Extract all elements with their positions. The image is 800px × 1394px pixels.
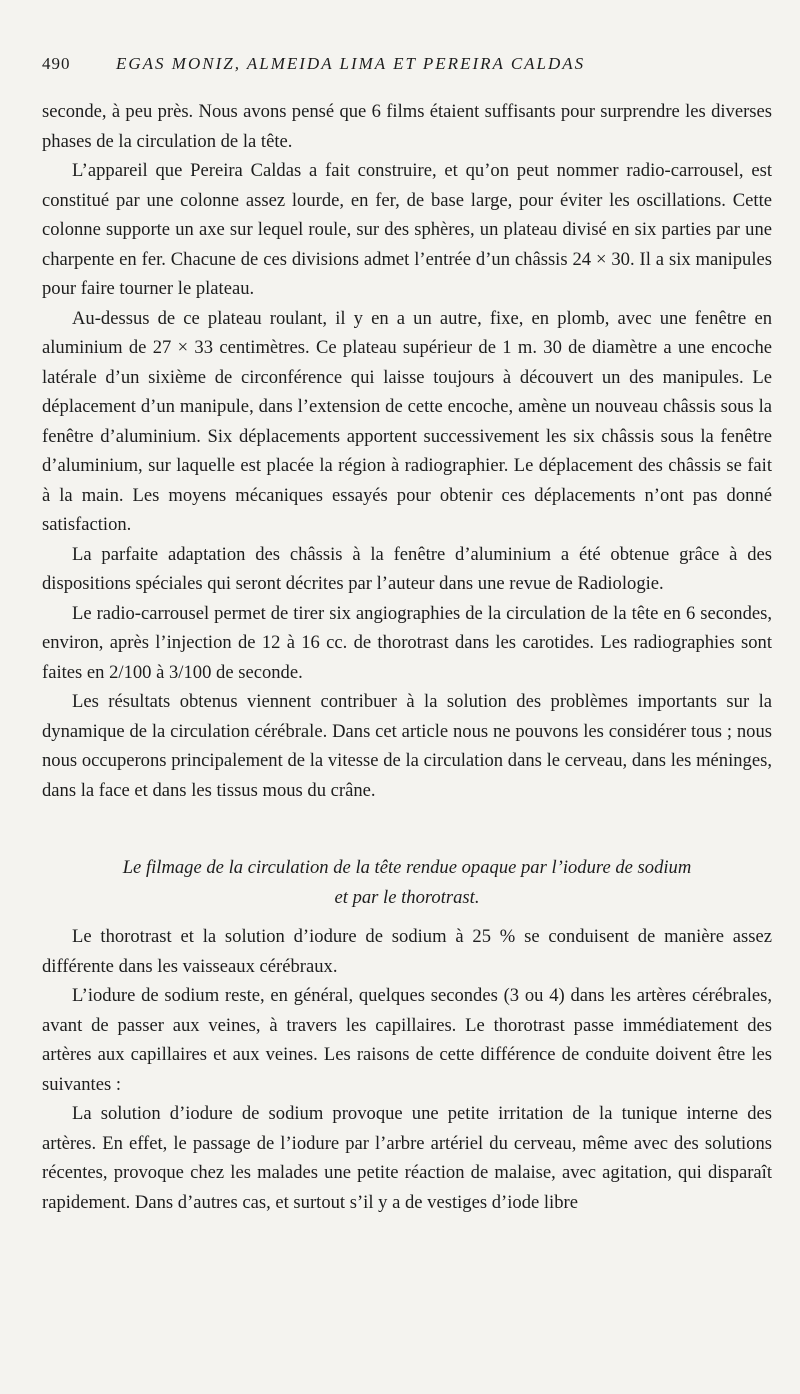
section-title (42, 853, 772, 912)
section-title-line: Le filmage de la circulation de la tête rendue opaque par l’iodure de sodium (122, 857, 692, 878)
section-title-line: et par le thorotrast. (334, 886, 480, 908)
running-title: EGAS MONIZ, ALMEIDA LIMA ET PEREIRA CALDAS (116, 54, 586, 73)
page-number: 490 (42, 54, 71, 73)
paragraph: Les résultats obtenus viennent contribuer à la solution des problèmes importants sur la dynamique de la circulation cérébrale. Dans cet article nous ne pouvons les considérer tous ; nous nous occuperons principalement de la vitesse de la circulation dans le cerveau, dans les méninges, dans la face et dans les tissus mous du crâne. (42, 691, 772, 801)
paragraph: Au-dessus de ce plateau roulant, il y en a un autre, fixe, en plomb, avec une fenêtre en aluminium de 27 × 33 centimètres. Ce plateau supérieur de 1 m. 30 de diamètre a une encoche latérale d’un sixième de circonférence qui laisse toujours à découvert un des manipules. Le déplacement d’un manipule, dans l’extension de cette encoche, amène un nouveau châssis sous la fenêtre d’aluminium. Six déplacements apportent successivement les six châssis sous la fenêtre d’aluminium, sur laquelle est placée la région à radiographier. Le déplacement des châssis se fait à la main. Les moyens mécaniques essayés pour obtenir ces déplacements n’ont pas donné satisfaction. (42, 307, 772, 535)
paragraph: La parfaite adaptation des châssis à la fenêtre d’aluminium a été obtenue grâce à des dispositions spéciales qui seront décrites par l’auteur dans une revue de Radiologie. (42, 543, 772, 594)
paragraph: L’appareil que Pereira Caldas a fait construire, et qu’on peut nommer radio-carrousel, est constitué par une colonne assez lourde, en fer, de base large, pour éviter les oscillations. Cette colonne supporte un axe sur lequel roule, sur des sphères, un plateau divisé en six parties par une charpente en fer. Chacune de ces divisions admet l’entrée d’un châssis 24 × 30. Il a six manipules pour faire tourner le plateau. (42, 160, 772, 299)
paragraph: Le radio-carrousel permet de tirer six angiographies de la circulation de la tête en 6 secondes, environ, après l’injection de 12 à 16 cc. de thorotrast dans les carotides. Les radiographies sont faites en 2/100 à 3/100 de seconde. (42, 602, 772, 683)
paragraph: Le thorotrast et la solution d’iodure de sodium à 25 % se conduisent de manière assez différente dans les vaisseaux cérébraux. (42, 926, 772, 977)
paragraph: La solution d’iodure de sodium provoque une petite irritation de la tunique interne des artères. En effet, le passage de l’iodure par l’arbre artériel du cerveau, même avec des solutions récentes, provoque chez les malades une petite réaction de malaise, avec agitation, qui disparaît rapidement. Dans d’autres cas, et surtout s’il y a de vestiges d’iode libre (42, 1103, 772, 1213)
paragraph: L’iodure de sodium reste, en général, quelques secondes (3 ou 4) dans les artères cérébrales, avant de passer aux veines, à travers les capillaires. Le thorotrast passe immédiatement des artères aux capillaires et aux veines. Les raisons de cette différence de conduite doivent être les suivantes : (42, 985, 772, 1095)
paragraph: seconde, à peu près. Nous avons pensé que 6 films étaient suffisants pour surprendre les diverses phases de la circulation de la tête. (42, 101, 772, 152)
page-body (42, 97, 772, 1217)
